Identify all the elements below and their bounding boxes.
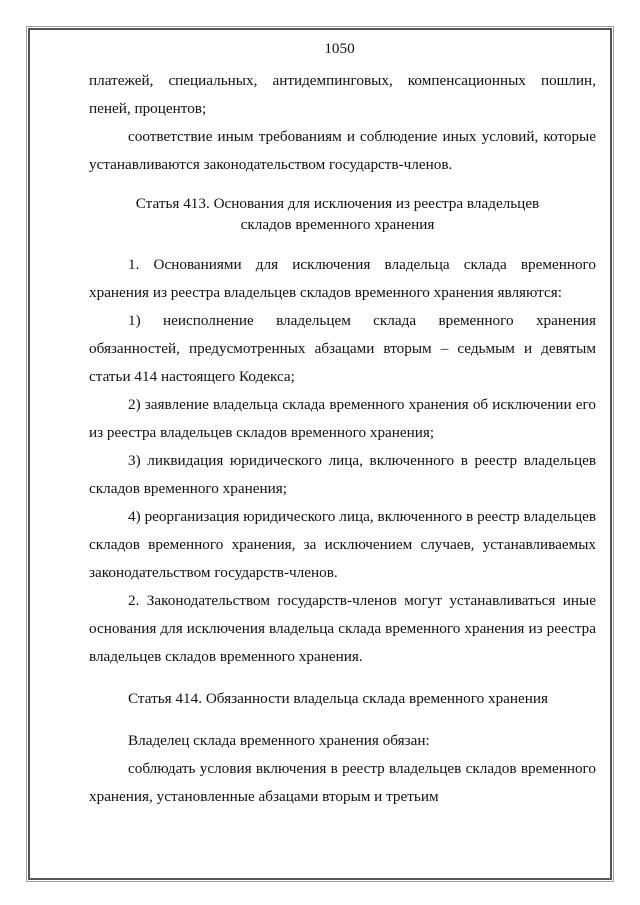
article-title-line: складов временного хранения (240, 216, 435, 233)
paragraph: Владелец склада временного хранения обязан: (128, 732, 430, 749)
list-item: 2) заявление владельца склада временного хранения об исключении его из реестра владельцев складов временного хранения; (89, 396, 596, 441)
list-item: 3) ликвидация юридического лица, включенного в реестр владельцев складов временного хранения; (89, 452, 596, 497)
paragraph: 2. Законодательством государств-членов могут устанавливаться иные основания для исключения владельца склада временного хранения из реестра владельцев складов временного хранения. (89, 592, 596, 665)
article-title-line: Статья 413. Основания для исключения из реестра владельцев (135, 195, 540, 212)
paragraph: платежей, специальных, антидемпинговых, компенсационных пошлин, пеней, процентов; (89, 72, 596, 117)
article-414-title: Статья 414. Обязанности владельца склада временного хранения (128, 690, 549, 707)
paragraph: соблюдать условия включения в реестр владельцев складов временного хранения, установленные абзацами вторым и третьим (89, 760, 596, 805)
paragraph: соответствие иным требованиям и соблюдение иных условий, которые устанавливаются законодательством государств-членов. (89, 128, 596, 173)
paragraph: 1. Основаниями для исключения владельца склада временного хранения из реестра владельцев складов временного хранения являются: (89, 256, 596, 301)
article-413-title (89, 193, 596, 235)
page-number: 1050 (324, 40, 355, 57)
document-page (89, 37, 596, 811)
list-item: 1) неисполнение владельцем склада временного хранения обязанностей, предусмотренных абзацами вторым – седьмым и девятым статьи 414 настоящего Кодекса; (89, 312, 596, 385)
list-item: 4) реорганизация юридического лица, включенного в реестр владельцев складов временного хранения, за исключением случаев, устанавливаемых законодательством государств-членов. (89, 508, 596, 581)
